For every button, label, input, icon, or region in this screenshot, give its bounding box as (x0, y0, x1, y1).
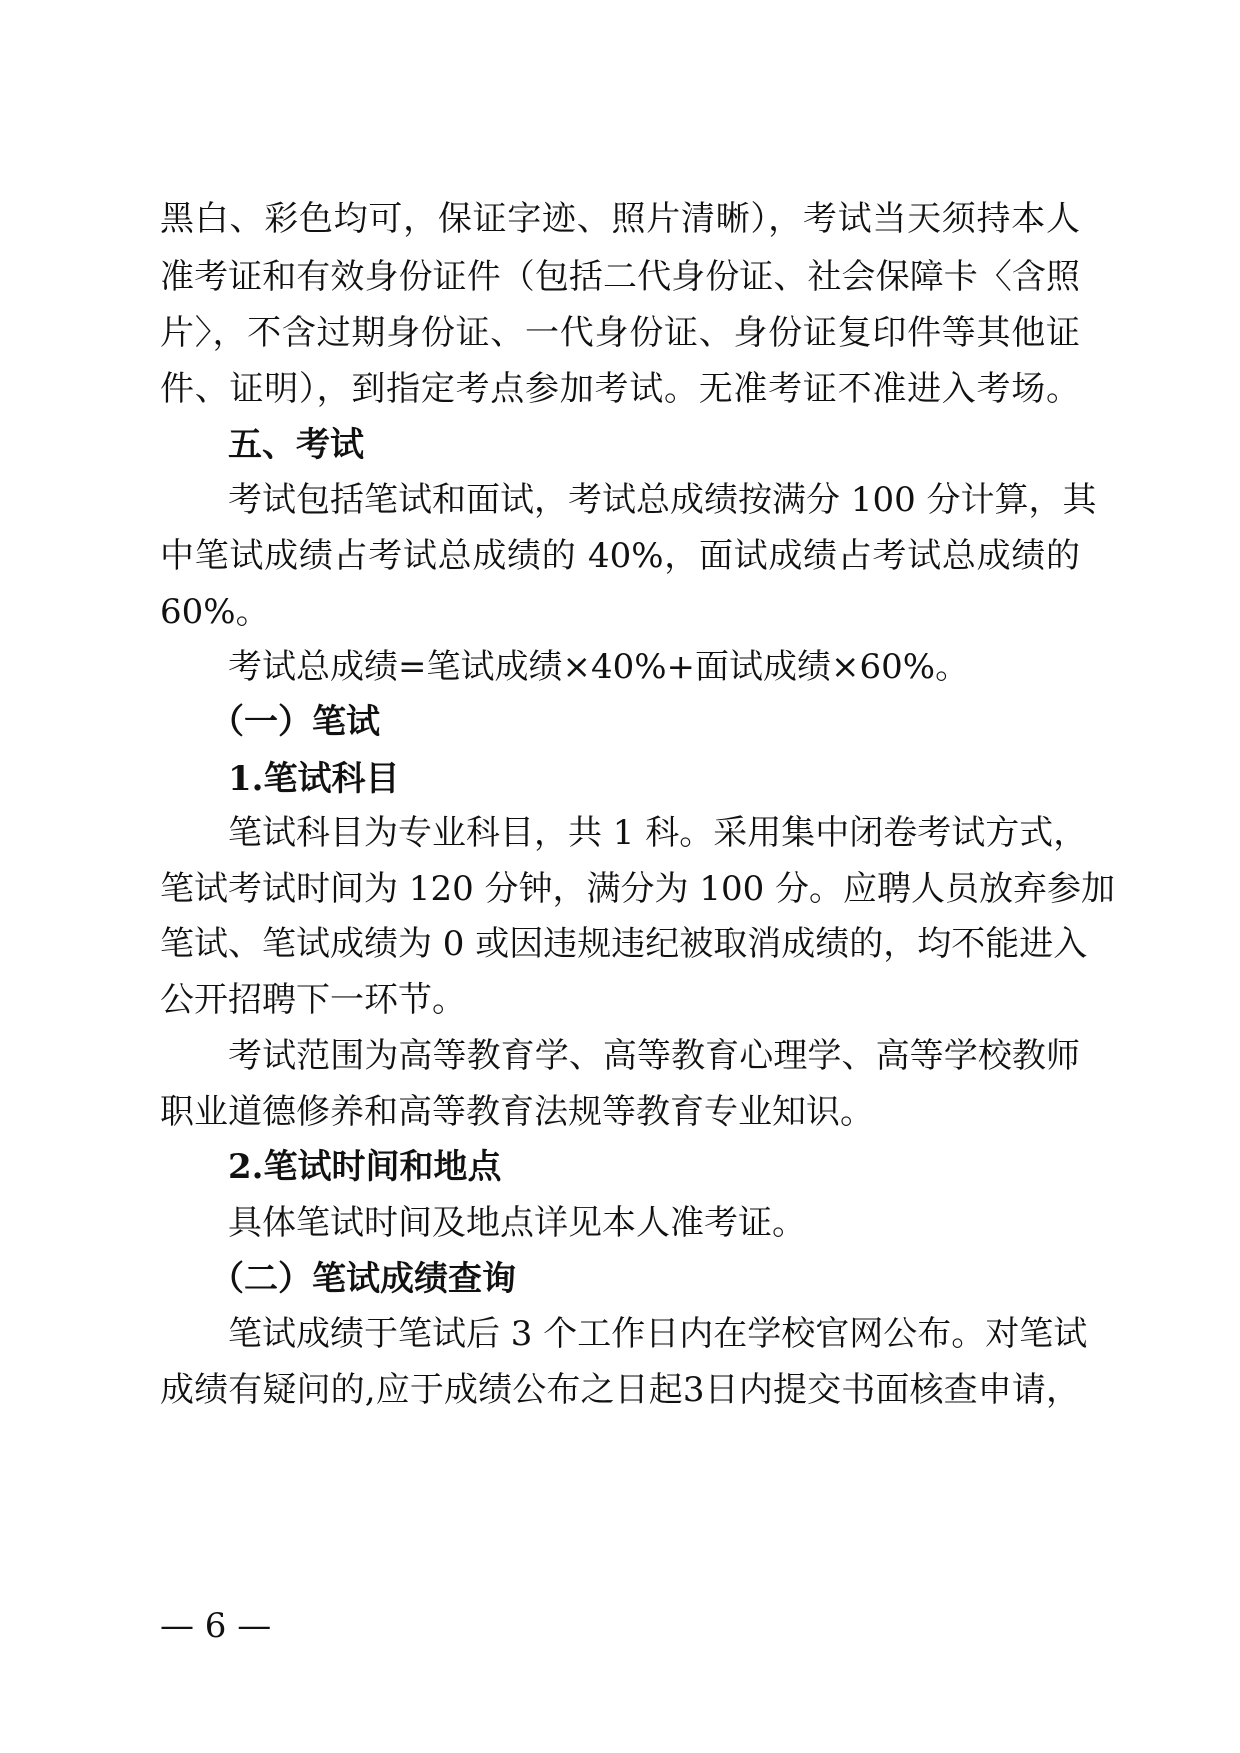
body-text-line: 职业道德修养和高等教育法规等教育专业知识。 (160, 1092, 874, 1132)
item-heading: 2.笔试时间和地点 (228, 1147, 502, 1187)
body-text-line: 笔试科目为专业科目，共 1 科。采用集中闭卷考试方式， (228, 813, 1088, 853)
body-text-line: 成绩有疑问的,应于成绩公布之日起3日内提交书面核查申请， (160, 1370, 1080, 1410)
page-number: — 6 — (160, 1606, 272, 1646)
body-text-line: 黑白、彩色均可，保证字迹、照片清晰），考试当天须持本人 (160, 199, 1080, 239)
body-text-line: 笔试考试时间为 120 分钟，满分为 100 分。应聘人员放弃参加 (160, 869, 1116, 909)
body-text-line: 准考证和有效身份证件（包括二代身份证、社会保障卡〈含照 (160, 257, 1080, 297)
body-text-line: 考试包括笔试和面试，考试总成绩按满分 100 分计算，其 (228, 480, 1097, 520)
body-text-line: 公开招聘下一环节。 (160, 980, 466, 1020)
item-heading: 1.笔试科目 (228, 759, 400, 799)
section-heading: 五、考试 (228, 425, 364, 465)
body-text-line: 中笔试成绩占考试总成绩的 40%，面试成绩占考试总成绩的 (160, 536, 1080, 576)
body-text-line: 笔试成绩于笔试后 3 个工作日内在学校官网公布。对笔试 (228, 1314, 1088, 1354)
body-text-line: 片〉，不含过期身份证、一代身份证、身份证复印件等其他证 (160, 313, 1080, 353)
body-text-line: 笔试、笔试成绩为 0 或因违规违纪被取消成绩的，均不能进入 (160, 924, 1088, 964)
subsection-heading: （一）笔试 (210, 702, 380, 742)
formula-line: 考试总成绩=笔试成绩×40%+面试成绩×60%。 (228, 647, 970, 687)
body-text-line: 具体笔试时间及地点详见本人准考证。 (228, 1203, 806, 1243)
body-text-line: 考试范围为高等教育学、高等教育心理学、高等学校教师 (228, 1036, 1080, 1076)
body-text-line: 件、证明），到指定考点参加考试。无准考证不准进入考场。 (160, 369, 1080, 409)
body-text-line: 60%。 (160, 592, 270, 632)
subsection-heading: （二）笔试成绩查询 (210, 1259, 516, 1299)
